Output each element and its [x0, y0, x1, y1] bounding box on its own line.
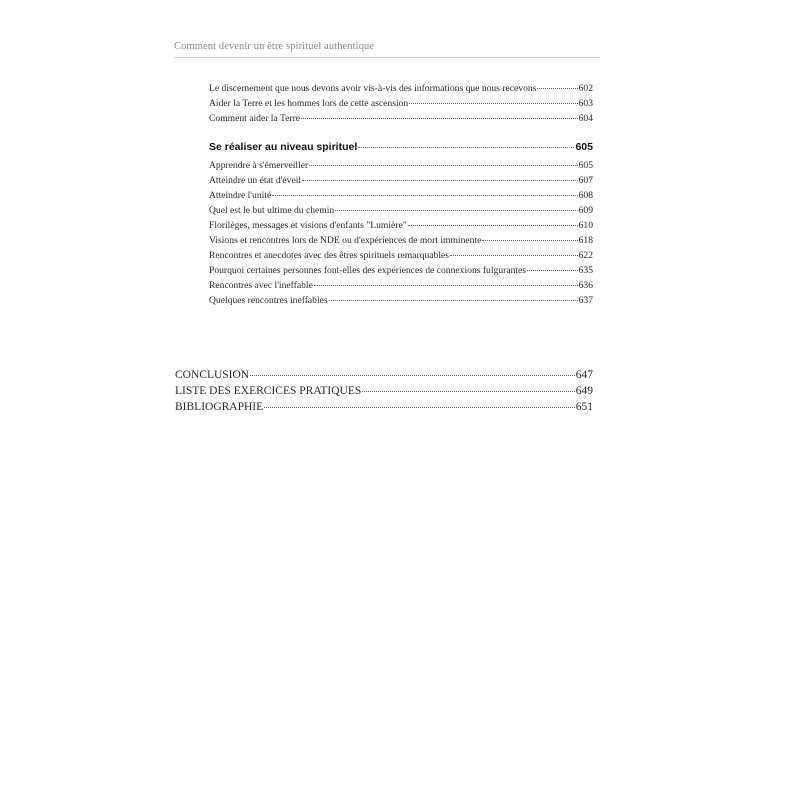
toc-entry-page: 608: [578, 190, 593, 201]
dot-leader: [537, 88, 577, 89]
dot-leader: [272, 195, 577, 196]
toc-entry-page: 605: [578, 160, 593, 171]
dot-leader: [408, 225, 578, 226]
toc-entry-label: Visions et rencontres lors de NDE ou d'expériences de mort imminente: [209, 235, 482, 246]
toc-back-entry: [175, 367, 593, 383]
toc-entry-label: Rencontres et anecdotes avec des êtres spirituels remarquables: [209, 250, 450, 261]
toc-entry-label: LISTE DES EXERCICES PRATIQUES: [175, 385, 362, 397]
dot-leader: [264, 407, 575, 408]
dot-leader: [301, 118, 578, 119]
dot-leader: [329, 300, 578, 301]
toc-entry: [209, 233, 593, 248]
toc-list-top: [209, 81, 593, 126]
toc-entry-label: Pourquoi certaines personnes font-elles des expériences de connexions fulgurantes: [209, 265, 527, 276]
toc-entry-page: 609: [578, 205, 593, 216]
dot-leader: [450, 255, 578, 256]
toc-back-entry: [175, 383, 593, 399]
dot-leader: [482, 240, 577, 241]
toc-entry: [209, 81, 593, 96]
dot-leader: [409, 103, 577, 104]
dot-leader: [314, 285, 578, 286]
toc-back-entry: [175, 399, 593, 415]
toc-entry: [209, 248, 593, 263]
toc-section-page: 605: [575, 141, 593, 153]
toc-entry: [209, 263, 593, 278]
header-rule: [174, 57, 600, 58]
toc-list-back-matter: [175, 367, 593, 415]
toc-entry: [209, 293, 593, 308]
toc-entry: [209, 158, 593, 173]
dot-leader: [302, 180, 578, 181]
toc-entry-label: Rencontres avec l'ineffable: [209, 280, 313, 291]
toc-entry-label: Aider la Terre et les hommes lors de cette ascension: [209, 98, 409, 109]
toc-section-heading: [209, 139, 593, 155]
toc-entry-page: 635: [578, 265, 593, 276]
toc-section-label: Se réaliser au niveau spirituel: [209, 141, 358, 153]
toc-entry-label: Le discernement que nous devons avoir vis-à-vis des informations que nous recevons: [209, 83, 537, 94]
toc-entry: [209, 188, 593, 203]
toc-entry-page: 618: [578, 235, 593, 246]
toc-entry-label: Florilèges, messages et visions d'enfants "Lumière": [209, 220, 407, 231]
toc-entry-label: CONCLUSION: [175, 369, 250, 381]
toc-entry-page: 604: [578, 113, 593, 124]
dot-leader: [250, 375, 575, 376]
dot-leader: [309, 165, 577, 166]
dot-leader: [335, 210, 577, 211]
toc-list-section: [209, 139, 593, 308]
toc-entry-page: 647: [575, 369, 593, 381]
toc-entry-page: 607: [578, 175, 593, 186]
toc-entry: [209, 218, 593, 233]
running-header: Comment devenir un être spirituel authentique: [174, 41, 375, 52]
toc-entry: [209, 278, 593, 293]
toc-entry-page: 602: [578, 83, 593, 94]
toc-entry-page: 651: [575, 401, 593, 413]
toc-entry-label: Quelques rencontres ineffables: [209, 295, 328, 306]
dot-leader: [527, 270, 578, 271]
toc-entry-page: 636: [578, 280, 593, 291]
toc-entry: [209, 203, 593, 218]
dot-leader: [358, 147, 574, 148]
toc-entry-page: 622: [578, 250, 593, 261]
toc-entry: [209, 96, 593, 111]
dot-leader: [362, 391, 575, 392]
toc-entry: [209, 111, 593, 126]
toc-entry-page: 610: [578, 220, 593, 231]
toc-entry: [209, 173, 593, 188]
toc-entry-label: Comment aider la Terre: [209, 113, 301, 124]
toc-entry-page: 649: [575, 385, 593, 397]
toc-entry-label: Atteindre l'unité: [209, 190, 272, 201]
toc-entry-label: BIBLIOGRAPHIE: [175, 401, 264, 413]
toc-entry-page: 637: [578, 295, 593, 306]
toc-entry-label: Apprendre à s'émerveiller: [209, 160, 309, 171]
toc-entry-label: Atteindre un état d'éveil: [209, 175, 302, 186]
toc-entry-label: Quel est le but ultime du chemin: [209, 205, 335, 216]
toc-entry-page: 603: [578, 98, 593, 109]
